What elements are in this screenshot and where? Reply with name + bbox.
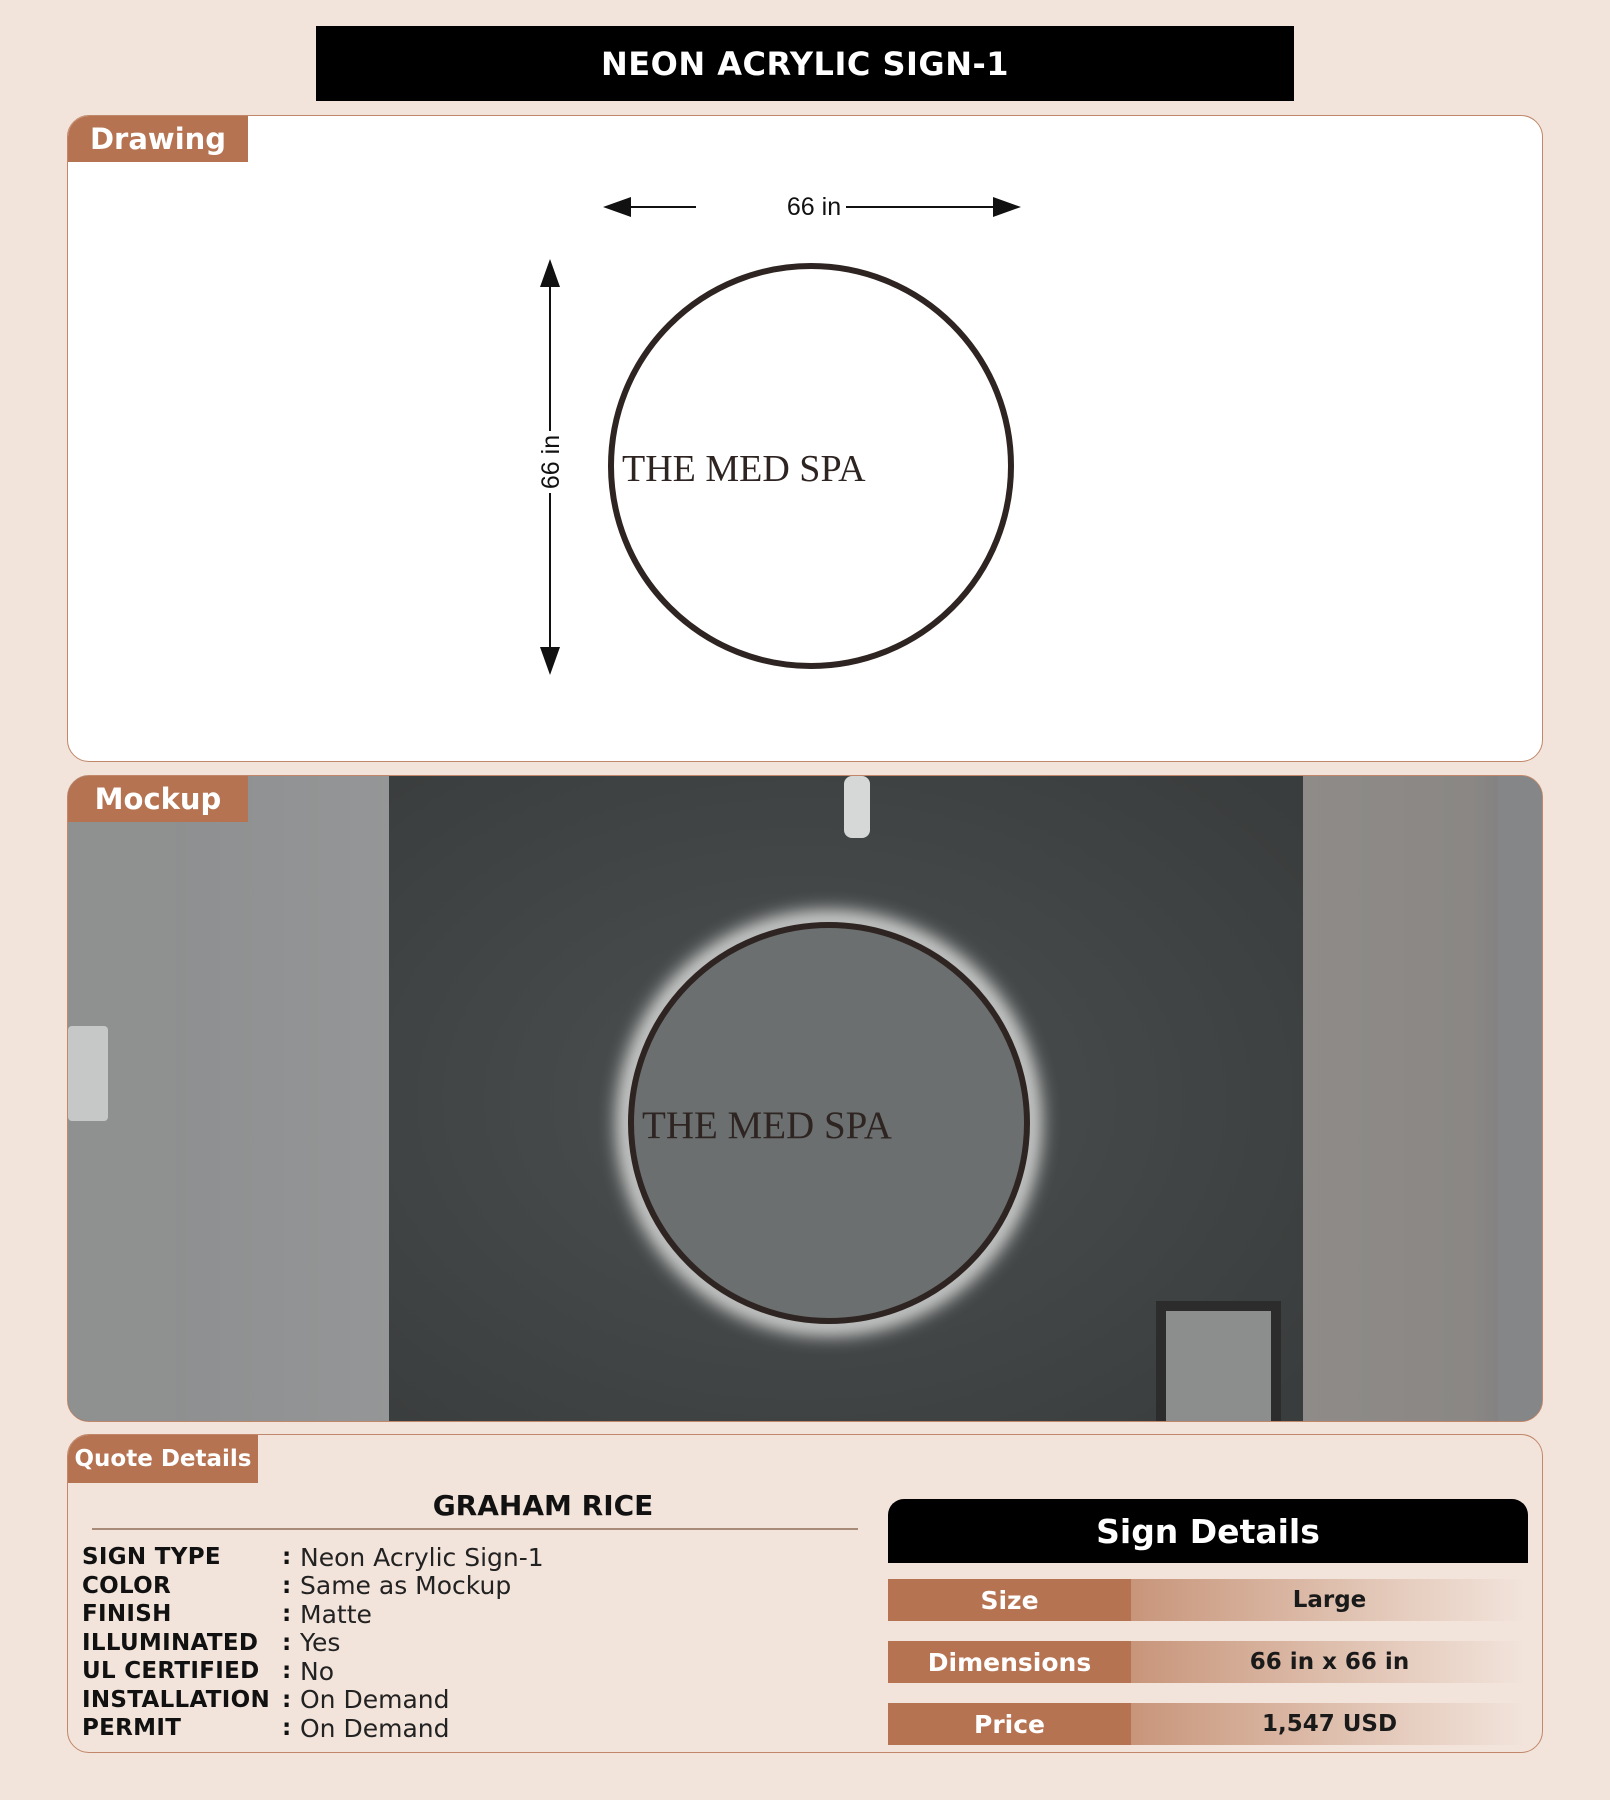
customer-name: GRAHAM RICE <box>432 1489 654 1522</box>
detail-row-size <box>888 1579 1528 1621</box>
spec-value: On Demand <box>300 1685 450 1715</box>
spec-label: INSTALLATION <box>82 1686 271 1713</box>
name-divider <box>92 1528 858 1530</box>
spec-colon: : <box>282 1629 292 1656</box>
width-dimension-label: 66 in <box>786 193 842 221</box>
spec-row-installation <box>82 1686 544 1715</box>
spec-value: No <box>300 1656 334 1686</box>
spec-row-sign-type <box>82 1543 544 1572</box>
drawing-panel <box>67 115 1543 762</box>
quote-tab-label: Quote Details <box>68 1435 258 1483</box>
spec-colon: : <box>282 1686 292 1713</box>
spec-row-ul-certified <box>82 1657 544 1686</box>
spec-label: COLOR <box>82 1572 172 1599</box>
spec-value: Yes <box>300 1628 341 1658</box>
detail-label: Size <box>888 1579 1131 1621</box>
spec-label: PERMIT <box>82 1715 182 1742</box>
height-dimension-label: 66 in <box>537 434 565 490</box>
spec-value: Same as Mockup <box>300 1571 512 1601</box>
spec-row-finish <box>82 1600 544 1629</box>
spec-value: Neon Acrylic Sign-1 <box>300 1542 544 1572</box>
spec-list <box>82 1543 544 1743</box>
spec-colon: : <box>282 1572 292 1599</box>
drawing-tab-label: Drawing <box>68 116 248 162</box>
right-wall-edge <box>1498 776 1543 1422</box>
spec-colon: : <box>282 1715 292 1742</box>
quote-details-panel <box>67 1434 1543 1753</box>
spec-row-illuminated <box>82 1629 544 1658</box>
spec-label: FINISH <box>82 1601 172 1628</box>
spec-label: SIGN TYPE <box>82 1544 221 1571</box>
technical-drawing <box>68 116 1543 762</box>
picture-frame-inner <box>1166 1311 1271 1422</box>
spec-colon: : <box>282 1658 292 1685</box>
spec-row-color <box>82 1572 544 1601</box>
detail-row-price <box>888 1703 1528 1745</box>
spec-label: ILLUMINATED <box>82 1629 259 1656</box>
detail-value: Large <box>1131 1579 1528 1621</box>
sign-details-header: Sign Details <box>888 1499 1528 1563</box>
mockup-panel <box>67 775 1543 1422</box>
spec-label: UL CERTIFIED <box>82 1658 260 1685</box>
detail-value: 66 in x 66 in <box>1131 1641 1528 1683</box>
mockup-tab-label: Mockup <box>68 776 248 822</box>
mockup-scene <box>68 776 1543 1422</box>
drawing-sign-text: THE MED SPA <box>622 448 866 490</box>
spec-row-permit <box>82 1714 544 1743</box>
detail-row-dimensions <box>888 1641 1528 1683</box>
detail-value: 1,547 USD <box>1131 1703 1528 1745</box>
wall-intercom <box>68 1026 108 1121</box>
detail-label: Price <box>888 1703 1131 1745</box>
spec-value: Matte <box>300 1599 372 1629</box>
spec-colon: : <box>282 1544 292 1571</box>
detail-label: Dimensions <box>888 1641 1131 1683</box>
ceiling-light <box>844 776 870 838</box>
spec-colon: : <box>282 1601 292 1628</box>
page-title: NEON ACRYLIC SIGN-1 <box>316 26 1294 101</box>
mockup-sign-text: THE MED SPA <box>642 1104 892 1147</box>
spec-value: On Demand <box>300 1713 450 1743</box>
